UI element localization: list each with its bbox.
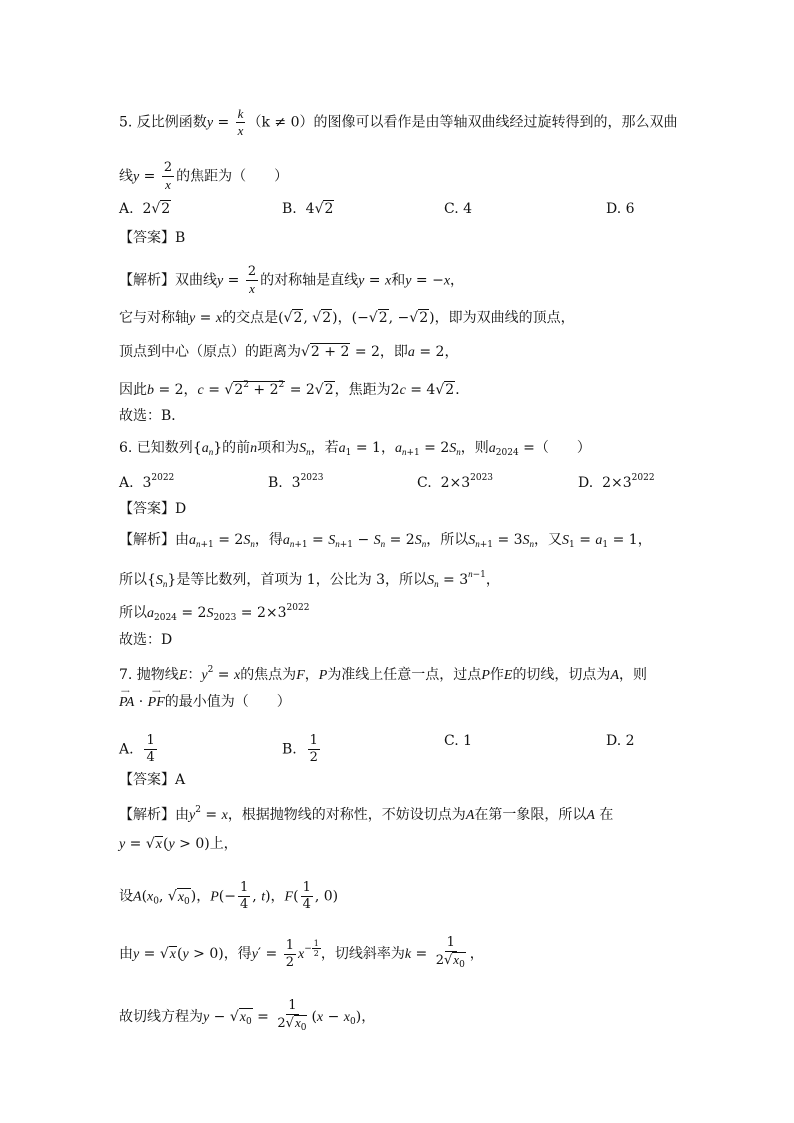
q6-answer: 【答案】D — [119, 501, 187, 517]
q5-answer: 【答案】B — [119, 230, 186, 246]
q5-analysis-line3: 顶点到中心（原点）的距离为√2 + 2 = 2，即a = 2， — [119, 344, 459, 360]
q5-stem-text-3: 线 — [119, 168, 133, 185]
q7-answer: 【答案】A — [119, 772, 186, 788]
vector-arrow-icon: ⟶ — [121, 688, 130, 695]
q6-stem: 6. 已知数列$\{a_n\}$的前n项和为$S_n$，若$a_1 = 1$，$a_{n+1} = 2S_n$，则$a_{2024}$ =（ ） — [119, 440, 591, 458]
q7-analysis-line5: 故切线方程为$y - √x_0$ = $\frac{1}{2√x_0}$ $(x - x_0)$， — [119, 998, 376, 1033]
q7-stem-line1: 7. 抛物线E：$y^2 = x$的焦点为F，P为准线上任意一点，过点P作E的切线，切点为A，则 — [119, 665, 647, 683]
q5-select: 故选：B． — [119, 408, 186, 424]
q7-analysis-line1: 【解析】由$y^2 = x$，根据抛物线的对称性，不妨设切点为A在第一象限，所以A 在 — [119, 805, 614, 823]
q5-analysis-line1: 【解析】双曲线y = $\frac{2}{x}$ 的对称轴是直线y = x和y = −x， — [119, 264, 465, 296]
q7-option-c: C. 1 — [444, 733, 473, 749]
q7-option-d: D. 2 — [606, 733, 635, 749]
vector-arrow-icon: ⟶ — [152, 688, 161, 695]
q6-option-d: D. $2\times 3^{2022}$ — [578, 473, 655, 491]
q5-analysis-line4: 因此b = 2，$c = √2^2 + 2^2 = 2√2$，焦距为2c = 4√2． — [119, 380, 470, 398]
q6-analysis-line2: 所以$\{S_n\}$是等比数列，首项为 1，公比为 3，所以$S_n = 3^{n-1}$， — [119, 569, 500, 589]
q5-stem-text-2: （k ≠ 0）的图像可以看作是由等轴双曲线经过旋转得到的，那么双曲 — [247, 114, 678, 131]
q5-stem-line2: 线y = $\frac{2}{x}$ 的焦距为（ ） — [119, 160, 289, 192]
q5-option-a: A. 2√2 — [119, 201, 171, 217]
q6-option-b: B. $3^{2023}$ — [268, 473, 324, 491]
q5-stem-text-4: 的焦距为（ ） — [176, 168, 289, 185]
q5-option-c: C. 4 — [444, 201, 473, 217]
q5-stem-text: 5. 反比例函数 — [119, 114, 207, 131]
q6-select: 故选：D — [119, 632, 173, 648]
q5-analysis-line2: 它与对称轴y = x的交点是(√2, √2)，(−√2, −√2)，即为双曲线的顶点， — [119, 310, 575, 326]
q7-analysis-line2: y = √x(y > 0)上， — [119, 836, 238, 852]
q5-option-b: B. 4√2 — [282, 201, 334, 217]
q7-option-a: A. $\frac{1}{4}$ — [119, 733, 155, 765]
q7-analysis-line3: 设$A(x_0$, $√x_0$)，P(− $\frac{1}{4}$ , t)，F( $\frac{1}{4}$ , 0) — [119, 880, 339, 912]
q6-analysis-line3: 所以$a_{2024} = 2S_{2023} = 2\times 3^{2022}$ — [119, 603, 310, 623]
q7-analysis-line4: 由y = √x(y > 0)，得y′ = $\frac{1}{2}$ $x^{- \frac{1}{2}}$ ，切线斜率为k = $\frac{1}{2√x_0}$ ， — [119, 935, 484, 970]
q6-analysis-line1: 【解析】由$a_{n+1} = 2S_n$，得$a_{n+1} = S_{n+1} - S_n = 2S_n$，所以$S_{n+1} = 3S_n$，又$S_1 = a_1 = 1$， — [119, 532, 652, 550]
q6-option-c: C. $2\times 3^{2023}$ — [417, 473, 494, 491]
q5-stem-line1: 5. 反比例函数y = $\frac{k}{x}$ （k ≠ 0）的图像可以看作是由等轴双曲线经过旋转得到的，那么双曲 — [119, 106, 678, 138]
q7-stem-line2: PA · PF的最小值为（ ） — [119, 694, 291, 710]
q5-option-d: D. 6 — [606, 201, 635, 217]
q6-option-a: A. $3^{2022}$ — [119, 473, 175, 491]
q7-option-b: B. $\frac{1}{2}$ — [282, 733, 318, 765]
